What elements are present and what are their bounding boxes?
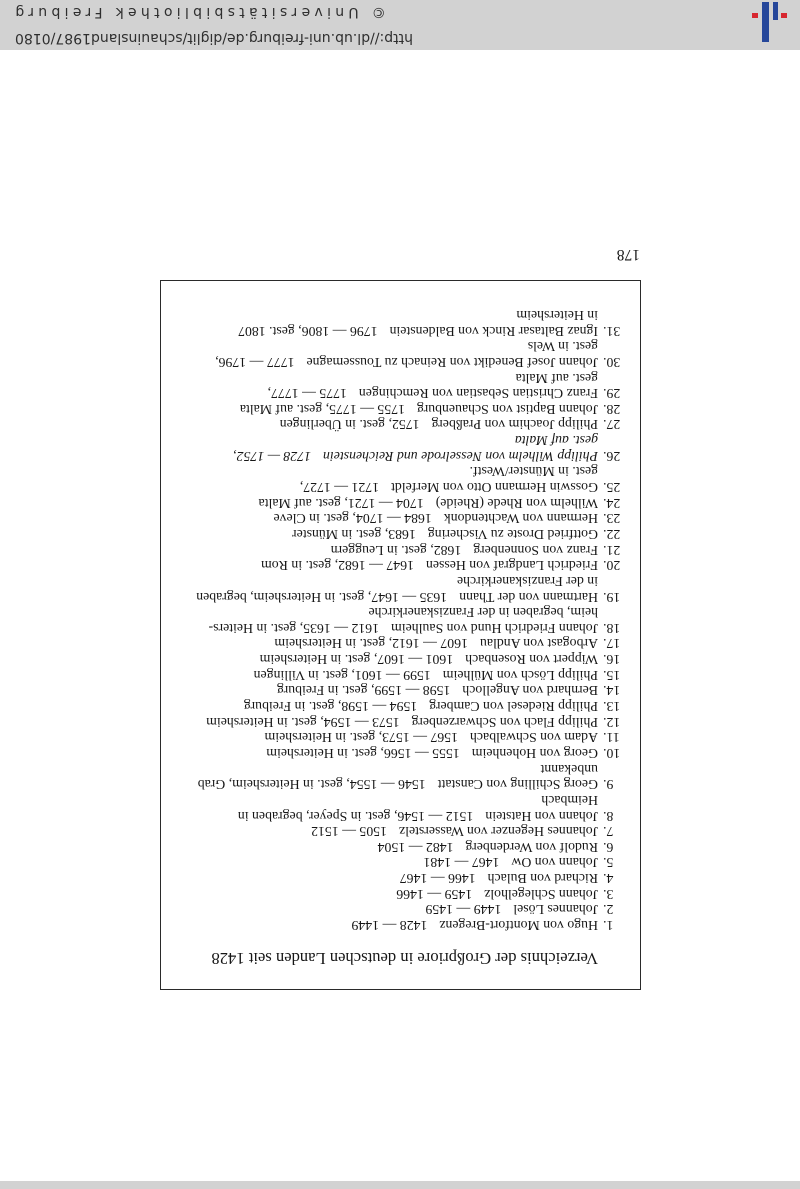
list-item [161, 307, 640, 338]
entry-continuation: gest. in Münster/Westf. [469, 464, 598, 480]
entry-number: 9. [603, 777, 614, 793]
list-item [161, 730, 640, 746]
entry-details: 1752, gest. in Überlingen [279, 417, 420, 433]
entry-line [161, 323, 640, 339]
entry-name: Johann Friedrich Hund von Saulheim [391, 620, 598, 636]
entry-line [161, 401, 640, 417]
entry-name: Hartmann von der Thann [459, 589, 598, 605]
list-item [161, 839, 640, 855]
entry-details: 1428 — 1449 [351, 918, 428, 933]
entry-line [161, 730, 640, 746]
list-item [161, 573, 640, 604]
entry-number: 20. [603, 558, 621, 574]
entry-number: 16. [603, 652, 621, 668]
entry-line [161, 558, 640, 574]
list-item [161, 792, 640, 823]
entry-line [161, 667, 640, 683]
entry-name: Hermann von Wachtendonk [443, 511, 598, 527]
entry-number: 14. [603, 683, 621, 699]
entry-name: Wippert von Rosenbach [465, 652, 598, 668]
entry-number: 5. [603, 855, 614, 871]
entry-name: Philipp Joachim von Praßberg [431, 417, 598, 433]
entry-line [161, 417, 640, 433]
entry-number: 6. [603, 839, 614, 855]
entry-number: 1. [603, 918, 614, 933]
entry-line [161, 589, 640, 605]
list-item [161, 636, 640, 652]
entry-number: 17. [603, 636, 621, 652]
entry-details: 1598 — 1599, gest. in Freiburg [277, 683, 451, 699]
entry-number: 18. [603, 620, 621, 636]
entry-details: 1704 — 1721, gest. auf Malta [258, 495, 424, 511]
entry-details: 1573 — 1594, gest. in Heitersheim [206, 714, 400, 730]
list-item [161, 714, 640, 730]
viewer-edge-band [0, 1181, 800, 1189]
entry-line [161, 448, 640, 464]
entry-name: Richard von Bulach [487, 871, 598, 887]
entry-details: 1449 — 1459 [425, 902, 502, 918]
entry-number: 22. [603, 526, 621, 542]
entry-name: Rudolf von Werdenberg [465, 839, 598, 855]
entry-continuation: gest. in Wels [527, 339, 598, 355]
entry-name: Georg von Hohenheim [471, 745, 598, 761]
list-item [161, 886, 640, 902]
list-item [161, 526, 640, 542]
entry-number: 24. [603, 495, 621, 511]
entry-line [161, 902, 640, 918]
entry-line [161, 386, 640, 402]
entry-details: 1684 — 1704, gest. in Cleve [273, 511, 432, 527]
entry-details: 1466 — 1467 [399, 871, 476, 887]
ub-freiburg-logo-icon [748, 0, 790, 46]
prior-list [161, 307, 640, 933]
entry-number: 28. [603, 401, 621, 417]
entry-line [161, 917, 640, 933]
entry-name: Philipp Flach von Schwarzenberg [411, 714, 598, 730]
entry-details: 1635 — 1647, gest. in Heitersheim, begraben [196, 589, 448, 605]
list-item [161, 605, 640, 636]
entry-line [161, 745, 640, 761]
entry-continuation: in der Franziskanerkirche [457, 573, 598, 589]
entry-details: 1594 — 1598, gest. in Freiburg [243, 699, 418, 715]
source-url: http://dl.ub.uni-freiburg.de/diglit/schauinsland1987/0180 [15, 30, 413, 46]
entry-line [161, 839, 640, 855]
entry-details: 1555 — 1566, gest. in Heitersheim [266, 745, 460, 761]
entry-continuation: in Heitersheim [516, 308, 598, 324]
entry-name: Adam von Schwalbach [470, 730, 598, 746]
entry-name: Johann Josef Benedikt von Reinach zu Toussemagne [306, 354, 598, 370]
entry-name: Georg Schilling von Canstatt [437, 777, 598, 793]
entry-details: 1467 — 1481 [423, 855, 500, 871]
entry-line [161, 636, 640, 652]
entry-details: 1755 — 1775, gest. auf Malta [239, 401, 405, 417]
entry-number: 4. [603, 871, 614, 887]
list-item [161, 855, 640, 871]
list-item [161, 511, 640, 527]
entry-name: Gottfried Droste zu Vischering [427, 526, 598, 542]
entry-line [161, 511, 640, 527]
list-item [161, 542, 640, 558]
entry-line [161, 870, 640, 886]
entry-number: 25. [603, 480, 621, 496]
entry-name: Bernhard von Angelloch [462, 683, 598, 699]
entry-line [161, 495, 640, 511]
entry-details: 1546 — 1554, gest. in Heitersheim, Grab [197, 777, 426, 793]
entry-number: 26. [603, 448, 621, 464]
entry-details: 1482 — 1504 [377, 839, 454, 855]
entry-line [161, 777, 640, 793]
copyright-notice: © Universitätsbibliothek Freiburg [11, 4, 386, 20]
list-item [161, 824, 640, 840]
entry-name: Johann Baptist von Schauenburg [416, 401, 598, 417]
list-item [161, 495, 640, 511]
entry-details: 1682, gest. in Leuggern [330, 542, 462, 558]
entry-name: Johann von Ow [511, 855, 598, 871]
entry-number: 12. [603, 714, 621, 730]
entry-details: 1728 — 1752, [233, 448, 311, 464]
entry-details: 1607 — 1612, gest. in Heitersheim [274, 636, 468, 652]
entry-name: Franz Christian Sebastian von Remchingen [358, 386, 598, 402]
logo-blue-bar [762, 2, 769, 42]
entry-name: Gosswin Hermann Otto von Merfeldt [391, 480, 598, 496]
entry-continuation: unbekannt [540, 761, 598, 777]
entry-details: 1775 — 1777, [267, 386, 347, 402]
entry-line [161, 808, 640, 824]
list-item [161, 683, 640, 699]
entry-details: 1796 — 1806, gest. 1807 [238, 323, 378, 339]
entry-continuation: gest. auf Malta [515, 370, 598, 386]
entry-details: 1777 — 1796, [215, 354, 295, 370]
list-frame [160, 280, 641, 990]
page-number: 178 [616, 246, 640, 263]
entry-name: Johann Schlegelholz [484, 886, 598, 902]
logo-red-square [781, 13, 787, 18]
list-item [161, 917, 640, 933]
entry-line [161, 479, 640, 495]
list-item [161, 401, 640, 417]
entry-name: Johann von Hatstein [485, 808, 598, 824]
entry-line [161, 698, 640, 714]
entry-number: 3. [603, 886, 614, 902]
logo-blue-bar [773, 2, 778, 20]
entry-line [161, 683, 640, 699]
entry-line [161, 714, 640, 730]
entry-number: 27. [603, 417, 621, 433]
entry-line [161, 855, 640, 871]
list-item [161, 651, 640, 667]
list-item [161, 698, 640, 714]
entry-continuation: heim, begraben in der Franziskanerkirche [368, 605, 598, 621]
list-item [161, 902, 640, 918]
entry-name: Philipp Riedesel von Camberg [429, 699, 598, 715]
entry-details: 1612 — 1635, gest. in Heiters- [208, 620, 380, 636]
entry-name: Arbogast von Andlau [479, 636, 598, 652]
entry-name: Johannes Hegenzer von Wasserstelz [398, 824, 598, 840]
entry-details: 1505 — 1512 [311, 824, 387, 840]
entry-details: 1512 — 1546, gest. in Speyer, begraben in [237, 808, 474, 824]
entry-line [161, 824, 640, 840]
entry-name: Friedrich Landgraf von Hessen [425, 558, 598, 574]
entry-number: 19. [603, 589, 621, 605]
logo-red-square [752, 13, 758, 18]
entry-number: 10. [603, 745, 621, 761]
entry-line [161, 886, 640, 902]
entry-number: 8. [603, 808, 614, 824]
list-item [161, 417, 640, 433]
entry-number: 15. [603, 667, 621, 683]
entry-continuation: gest. auf Malta [514, 433, 598, 449]
entry-name: Johannes Lösel [513, 902, 598, 918]
entry-number: 21. [603, 542, 621, 558]
entry-line [161, 354, 640, 370]
entry-name: Franz von Sonnenberg [473, 542, 598, 558]
entry-line [161, 542, 640, 558]
entry-number: 7. [603, 824, 614, 840]
entry-number: 11. [603, 730, 620, 746]
entry-details: 1721 — 1727, [299, 480, 380, 496]
entry-line [161, 620, 640, 636]
entry-name: Ignaz Baltasar Rinck von Baldenstein [389, 323, 598, 339]
entry-name: Philipp Wilhelm von Nesselrode und Reichenstein [323, 448, 598, 464]
list-item [161, 433, 640, 464]
entry-details: 1567 — 1573, gest. in Heitersheim [264, 730, 459, 746]
entry-name: Hugo von Montfort-Bregenz [439, 918, 598, 933]
entry-continuation: Heimbach [541, 792, 598, 808]
entry-details: 1683, gest. in Münster [292, 526, 416, 542]
entry-details: 1459 — 1466 [396, 886, 473, 902]
entry-number: 23. [603, 511, 621, 527]
entry-line [161, 651, 640, 667]
list-item [161, 558, 640, 574]
list-item [161, 870, 640, 886]
entry-details: 1647 — 1682, gest. in Rom [261, 558, 414, 574]
entry-number: 30. [603, 354, 621, 370]
entry-line [161, 526, 640, 542]
list-item [161, 667, 640, 683]
entry-name: Wilhelm von Rhede (Rheide) [435, 495, 598, 511]
list-item [161, 761, 640, 792]
entry-name: Philipp Lösch von Mülheim [442, 667, 598, 683]
viewer-footer-bar [0, 0, 800, 50]
entry-number: 13. [603, 699, 621, 715]
list-item [161, 339, 640, 370]
list-item [161, 464, 640, 495]
list-item [161, 370, 640, 401]
entry-number: 2. [603, 902, 614, 918]
list-item [161, 745, 640, 761]
entry-details: 1599 — 1601, gest. in Villingen [253, 667, 431, 683]
page-title: Verzeichnis der Großpriore in deutschen Landen seit 1428 [211, 949, 598, 968]
entry-details: 1601 — 1607, gest. in Heitersheim [259, 652, 454, 668]
entry-number: 31. [603, 323, 621, 339]
entry-number: 29. [603, 386, 621, 402]
